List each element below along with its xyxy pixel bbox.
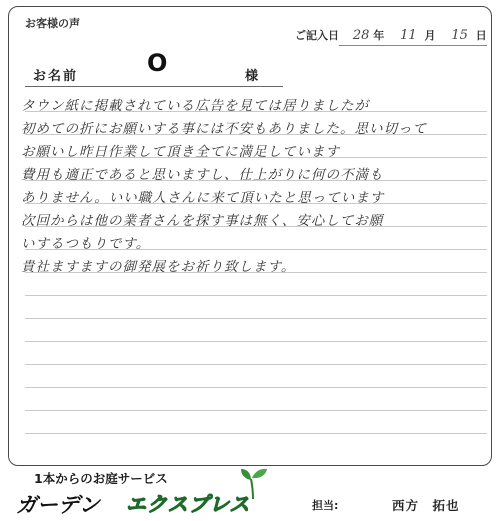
name-label: お名前 xyxy=(33,69,79,84)
ruled-line xyxy=(25,364,487,365)
ruled-line xyxy=(25,433,487,434)
date-year-unit: 年 xyxy=(373,29,385,42)
comment-line: いするつもりです。 xyxy=(21,236,151,252)
date-day: 15 xyxy=(451,28,468,43)
brand-name-part1: ガーデン xyxy=(16,493,100,517)
date-month: 11 xyxy=(400,28,417,43)
date-day-unit: 日 xyxy=(475,29,487,42)
entry-date xyxy=(295,27,487,43)
name-honorific: 様 xyxy=(245,69,259,84)
customer-name: O xyxy=(147,49,168,77)
sprout-icon xyxy=(236,466,270,500)
comment-line: ありません。いい職人さんに来て頂いたと思っています xyxy=(21,190,385,206)
ruled-line xyxy=(25,318,487,319)
form-heading: お客様の声 xyxy=(25,17,80,30)
service-tagline: 1本からのお庭サービス xyxy=(34,471,168,486)
date-month-unit: 月 xyxy=(424,29,436,42)
comment-line: 貴社ますますの御発展をお祈り致します。 xyxy=(21,259,296,275)
comment-line: 初めての折にお願いする事には不安もありました。思い切って xyxy=(21,121,427,137)
ruled-line xyxy=(25,410,487,411)
comment-line: お願いし昨日作業して頂き全てに満足しています xyxy=(21,144,340,160)
comment-line: タウン紙に掲載されている広告を見ては居りましたが xyxy=(21,98,369,114)
staff-name: 西方 拓也 xyxy=(392,498,460,513)
name-underline xyxy=(25,86,283,87)
date-label: ご記入日 xyxy=(295,29,339,42)
ruled-line xyxy=(25,387,487,388)
date-year: 28 xyxy=(352,28,370,43)
comment-line: 次回からは他の業者さんを探す事は無く、安心してお願 xyxy=(21,213,384,229)
ruled-line xyxy=(25,295,487,296)
staff-label: 担当: xyxy=(312,499,339,512)
comment-line: 費用も適正であると思いますし、仕上がりに何の不満も xyxy=(21,167,384,183)
date-underline xyxy=(339,45,487,46)
company-footer xyxy=(0,466,500,521)
ruled-line xyxy=(25,341,487,342)
brand-name-part2: エクスプレス xyxy=(126,492,251,516)
customer-voice-card xyxy=(8,6,492,466)
